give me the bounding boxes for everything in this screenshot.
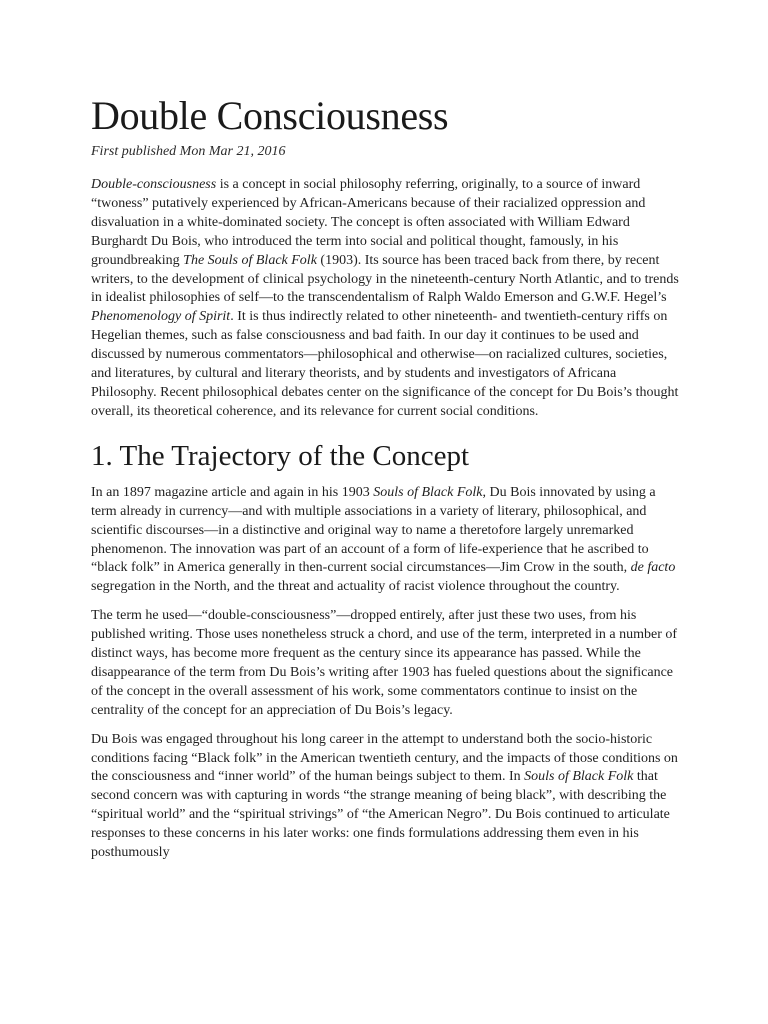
intro-paragraph [91, 176, 681, 422]
intro-text-2: (1903). Its source has been traced back from there, by recent writers, to the development of clinical psychology in the nineteenth-century North Atlantic, and to trends in idealist philosophies of self—to the transcendentalism of Ralph Waldo Emerson and G.W.F. Hegel’s [91, 252, 679, 306]
section-paragraph [91, 731, 681, 863]
article [91, 92, 681, 873]
section-paragraph [91, 484, 681, 597]
paragraph-text: In an 1897 magazine article and again in his 1903 [91, 484, 374, 500]
term-emphasis: Double-consciousness [91, 177, 217, 192]
page-title: Double Consciousness [91, 93, 449, 138]
intro-text-1: is a concept in social philosophy referring, originally, to a source of inward “twoness” putatively experienced by African-Americans because of their racialized oppression and disvaluation in a white-dominated society. The concept is often associated with William Edward Burghardt Du Bois, who introduced the term into social and political thought, famously, in his groundbreaking [91, 177, 646, 268]
section-heading: 1. The Trajectory of the Concept [91, 439, 470, 472]
section-paragraph: The term he used—“double-consciousness”—dropped entirely, after just these two uses, from his published writing. Those uses nonetheless struck a chord, and use of the term, interpreted in a number of distinct ways, has become more frequent as the century since its appearance has passed. While the disappearance of the term from Du Bois’s writing after 1903 has fueled questions about the significance of the concept in the overall assessment of his work, some commentators continue to insist on the centrality of the concept for an appreciation of Du Bois’s legacy. [91, 608, 678, 718]
paragraph-text: that second concern was with capturing in words “the strange meaning of being black”, with describing the “spiritual world” and the “spiritual strivings” of “the American Negro”. Du Bois continued to articulate responses to these concerns in his later works: one finds formulations addressing them even in his posthumously [91, 769, 670, 861]
paragraph-text: segregation in the North, and the threat and actuality of racist violence throughout the country. [91, 579, 620, 595]
paragraph-text: , Du Bois innovated by using a term already in currency—and with multiple associations in a variety of literary, philosophical, and scientific discourses—in a distinctive and original way to name a theretofore largely unremarked phenomenon. The innovation was part of an account of a form of life-experience that he ascribed to “black folk” in America generally in then-current social circumstances—Jim Crow in the south, [91, 484, 656, 576]
book-title: The Souls of Black Folk [183, 252, 317, 268]
book-title: Souls of Black Folk [373, 484, 483, 500]
publication-date: First published Mon Mar 21, 2016 [91, 144, 286, 159]
latin-phrase: de facto [630, 560, 676, 576]
intro-text-3: . It is thus indirectly related to other nineteenth- and twentieth-century riffs on Hegelian themes, such as false consciousness and bad faith. In our day it continues to be used and discussed by numerous commentators—philosophical and otherwise—on racialized cultures, societies, and literatures, by cultural and literary theorists, and by students and investigators of Africana Philosophy. Recent philosophical debates center on the significance of the concept for Du Bois’s thought overall, its theoretical coherence, and its relevance for current social conditions. [91, 309, 679, 419]
paragraph-text: Du Bois was engaged throughout his long career in the attempt to understand both the socio-historic conditions facing “Black folk” in the American twentieth century, and the impacts of those conditions on the consciousness and “inner world” of the human beings subject to them. In [91, 731, 678, 785]
book-title: Souls of Black Folk [524, 769, 634, 785]
book-title: Phenomenology of Spirit [91, 309, 231, 325]
